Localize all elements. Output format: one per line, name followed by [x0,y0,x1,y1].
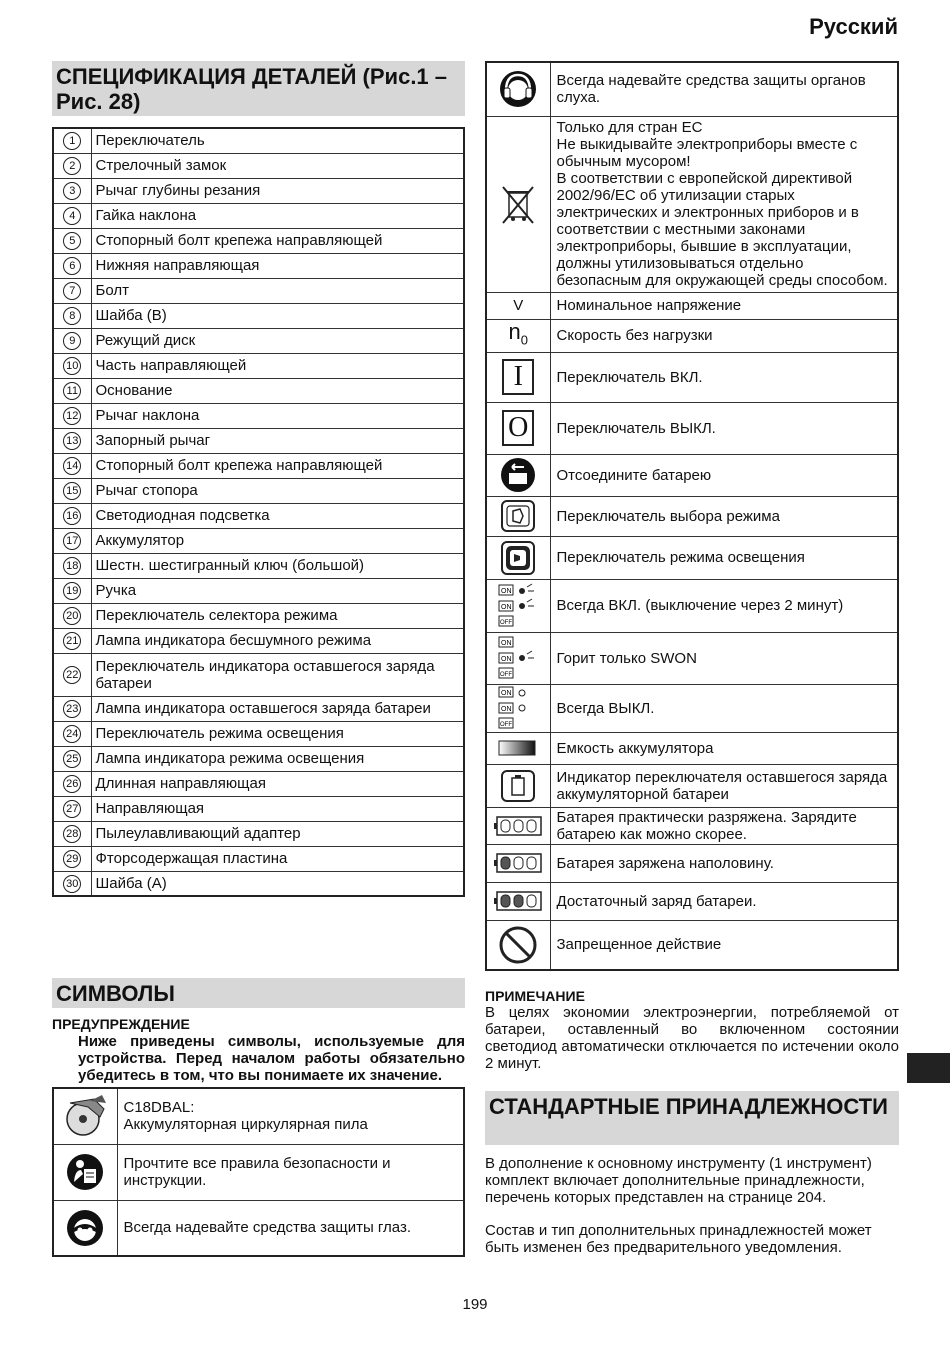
parts-row [53,846,464,871]
part-number: 1 [63,132,81,150]
ear-protection-text: Всегда надевайте средства защиты органов слуха. [550,62,898,116]
part-number: 5 [63,232,81,250]
parts-row [53,503,464,528]
weee-directive-text: В соответствии с европейской директивой 2002/96/ЕС об утилизации старых электрических и электронных приборов и в соответствии с местными законами электроприборы, бывшие в эксплуатации, должны утилизовываться отдельно безопасным для окружающей среды способом. [556,170,888,289]
voltage-symbol: V [486,292,550,319]
part-label: Длинная направляющая [91,771,464,796]
parts-row [53,796,464,821]
part-label: Рычаг стопора [91,478,464,503]
part-number: 24 [63,725,81,743]
parts-row [53,553,464,578]
parts-row [53,628,464,653]
svg-text:ON: ON [501,603,512,611]
part-label: Стрелочный замок [91,153,464,178]
part-number: 30 [63,875,81,893]
part-label: Гайка наклона [91,203,464,228]
part-number: 7 [63,282,81,300]
parts-row [53,153,464,178]
part-label: Рычаг наклона [91,403,464,428]
battery-full-text: Достаточный заряд батареи. [550,882,898,920]
symbols-table-left [52,1087,465,1257]
battery-empty-text: Батарея практически разряжена. Зарядите батарею как можно скорее. [550,807,898,844]
part-number: 16 [63,507,81,525]
eu-only-text: Только для стран ЕС [556,119,703,136]
light-always-on-text: Всегда ВКЛ. (выключение через 2 минут) [550,579,898,632]
part-label: Лампа индикатора оставшегося заряда батареи [91,696,464,721]
parts-row [53,578,464,603]
part-label: Светодиодная подсветка [91,503,464,528]
parts-table [52,127,465,897]
parts-row [53,696,464,721]
eye-protection-text: Всегда надевайте средства защиты глаз. [117,1200,464,1256]
part-number: 10 [63,357,81,375]
no-load-speed-n: n [508,318,521,344]
parts-row [53,721,464,746]
part-number: 19 [63,582,81,600]
voltage-text: Номинальное напряжение [550,292,898,319]
mode-selector-text: Переключатель выбора режима [550,496,898,536]
part-label: Запорный рычаг [91,428,464,453]
part-number: 11 [63,382,81,400]
parts-row [53,403,464,428]
part-label: Переключатель индикатора оставшегося заряда батареи [91,653,464,696]
part-number: 22 [63,666,81,684]
battery-empty-icon [486,807,550,844]
part-label: Лампа индикатора бесшумного режима [91,628,464,653]
symbols-heading [52,978,465,1008]
part-label: Часть направляющей [91,353,464,378]
part-number: 25 [63,750,81,768]
part-number: 3 [63,182,81,200]
note-heading: ПРИМЕЧАНИЕ [485,988,585,1004]
parts-row [53,378,464,403]
part-number: 6 [63,257,81,275]
part-number: 15 [63,482,81,500]
part-number: 13 [63,432,81,450]
parts-row [53,528,464,553]
part-number: 21 [63,632,81,650]
part-label: Нижняя направляющая [91,253,464,278]
parts-title: СПЕЦИФИКАЦИЯ ДЕТАЛЕЙ (Рис.1 – Рис. 28) [56,64,448,114]
part-label: Шайба (A) [91,871,464,896]
light-always-off-icon [486,684,550,732]
warning-text: Ниже приведены символы, используемые для устройства. Перед началом работы обязательно убедитесь в том, что вы понимаете их значение. [78,1033,465,1084]
battery-capacity-icon [486,732,550,764]
circular-saw-icon [53,1088,117,1144]
read-manual-icon [53,1144,117,1200]
parts-row [53,353,464,378]
light-always-off-text: Всегда ВЫКЛ. [550,684,898,732]
model-name: C18DBAL: [123,1099,195,1117]
accessories-title: СТАНДАРТНЫЕ ПРИНАДЛЕЖНОСТИ [489,1094,888,1119]
parts-row [53,178,464,203]
svg-text:OFF: OFF [500,722,513,728]
svg-text:OFF: OFF [500,619,513,626]
parts-row [53,653,464,696]
warning-heading: ПРЕДУПРЕЖДЕНИЕ [52,1016,190,1032]
part-number: 28 [63,825,81,843]
svg-text:ON: ON [501,706,512,713]
switch-off-glyph: O [502,410,534,446]
part-label: Стопорный болт крепежа направляющей [91,453,464,478]
no-load-speed-text: Скорость без нагрузки [550,319,898,352]
no-load-speed-sub: 0 [520,332,528,348]
part-number: 26 [63,775,81,793]
accessories-paragraph-1: В дополнение к основному инструменту (1 инструмент) комплект включает дополнительные принадлежности, перечень которых представлен на странице 204. [485,1155,872,1206]
part-number: 4 [63,207,81,225]
ear-protection-icon [486,62,550,116]
svg-text:ON: ON [501,656,512,663]
light-swon-text: Горит только SWON [550,632,898,684]
prohibited-text: Запрещенное действие [550,920,898,970]
parts-row [53,128,464,153]
part-number: 9 [63,332,81,350]
parts-row [53,428,464,453]
svg-text:ON: ON [501,690,512,697]
switch-off-icon [486,402,550,454]
part-label: Шестн. шестигранный ключ (большой) [91,553,464,578]
crossed-bin-icon [486,116,550,292]
parts-row [53,203,464,228]
part-label: Переключатель режима освещения [91,721,464,746]
parts-row [53,278,464,303]
battery-indicator-switch-icon [486,764,550,807]
switch-on-icon [486,352,550,402]
switch-on-glyph: I [502,359,534,395]
part-label: Аккумулятор [91,528,464,553]
part-label: Шайба (B) [91,303,464,328]
light-always-on-icon [486,579,550,632]
parts-row [53,303,464,328]
part-label: Основание [91,378,464,403]
parts-row [53,253,464,278]
eye-protection-icon [53,1200,117,1256]
parts-heading [52,61,465,116]
switch-on-text: Переключатель ВКЛ. [550,352,898,402]
switch-off-text: Переключатель ВЫКЛ. [550,402,898,454]
part-label: Ручка [91,578,464,603]
part-number: 8 [63,307,81,325]
disconnect-battery-text: Отсоедините батарею [550,454,898,496]
symbols-title: СИМВОЛЫ [56,981,175,1006]
part-label: Режущий диск [91,328,464,353]
svg-text:OFF: OFF [500,672,513,678]
svg-text:ON: ON [501,640,512,647]
mode-selector-icon [486,496,550,536]
svg-text:ON: ON [501,587,512,595]
model-description: Аккумуляторная циркулярная пила [123,1116,368,1134]
light-mode-text: Переключатель режима освещения [550,536,898,579]
light-swon-icon [486,632,550,684]
accessories-paragraph-2: Состав и тип дополнительных принадлежностей может быть изменен без предварительного уведомления. [485,1222,872,1256]
light-mode-icon [486,536,550,579]
parts-row [53,821,464,846]
part-number: 12 [63,407,81,425]
battery-indicator-switch-text: Индикатор переключателя оставшегося заряда аккумуляторной батареи [550,764,898,807]
read-manual-text: Прочтите все правила безопасности и инструкции. [117,1144,464,1200]
part-label: Стопорный болт крепежа направляющей [91,228,464,253]
part-label: Переключатель [91,128,464,153]
part-number: 18 [63,557,81,575]
symbols-table-right [485,61,899,971]
part-label: Рычаг глубины резания [91,178,464,203]
part-label: Направляющая [91,796,464,821]
no-household-waste-text: Не выкидывайте электроприборы вместе с обычным мусором! [556,136,858,170]
section-thumb-tab [907,1053,950,1083]
parts-row [53,478,464,503]
parts-row [53,746,464,771]
no-load-speed-symbol [486,319,550,352]
accessories-heading [485,1091,899,1145]
disconnect-battery-icon [486,454,550,496]
parts-row [53,453,464,478]
battery-full-icon [486,882,550,920]
part-number: 14 [63,457,81,475]
prohibited-icon [486,920,550,970]
part-label: Лампа индикатора режима освещения [91,746,464,771]
page-number: 199 [462,1296,488,1313]
part-number: 20 [63,607,81,625]
part-number: 23 [63,700,81,718]
battery-half-text: Батарея заряжена наполовину. [550,844,898,882]
note-text: В целях экономии электроэнергии, потребляемой от батареи, оставленный во включенном состоянии светодиод автоматически отключается по истечении около 2 минут. [485,1004,899,1072]
part-label: Переключатель селектора режима [91,603,464,628]
part-label: Фторсодержащая пластина [91,846,464,871]
parts-row [53,871,464,896]
part-number: 17 [63,532,81,550]
part-label: Болт [91,278,464,303]
parts-row [53,603,464,628]
part-number: 27 [63,800,81,818]
parts-row [53,328,464,353]
page-language: Русский [809,14,898,39]
parts-row [53,228,464,253]
parts-row [53,771,464,796]
part-label: Пылеулавливающий адаптер [91,821,464,846]
battery-half-icon [486,844,550,882]
battery-capacity-text: Емкость аккумулятора [550,732,898,764]
part-number: 29 [63,850,81,868]
part-number: 2 [63,157,81,175]
